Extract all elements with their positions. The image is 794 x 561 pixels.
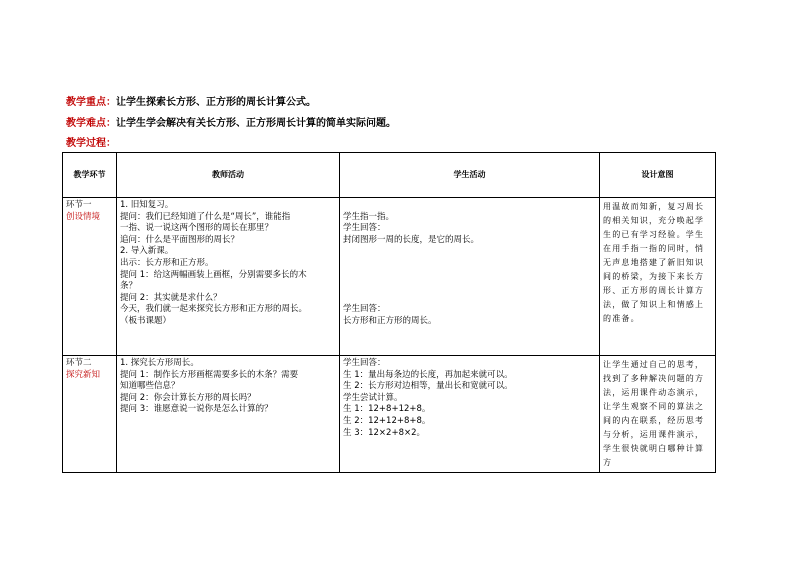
teacher-line: 提问 3：谁愿意说一说你是怎么计算的？ — [120, 404, 273, 415]
student-line: 学生回答： — [343, 223, 386, 234]
teacher-line: 提问 1：制作长方形画框需要多长的木条？需要 — [120, 369, 299, 380]
teacher-line: 出示：长方形和正方形。 — [120, 257, 214, 268]
teaching-focus-text: 让学生探索长方形、正方形的周长计算公式。 — [116, 97, 316, 108]
stage-number: 环节二 — [66, 358, 92, 368]
header-design-intent: 设计意图 — [600, 153, 716, 198]
student-line: 学生尝试计算。 — [343, 392, 403, 403]
student-line: 学生回答： — [343, 304, 386, 315]
teacher-activity-cell — [117, 198, 340, 356]
teacher-activity-cell — [117, 356, 340, 473]
stage-name: 探究新知 — [66, 369, 101, 380]
student-line: 长方形和正方形的周长。 — [343, 315, 437, 326]
design-intent-cell: 让学生通过自己的思考，找到了多种解决问题的方法，运用课件动态演示，让学生观察不同的算法之间的内在联系，经历思考与分析，运用课件演示，学生很快就明白哪种计算方 — [600, 356, 716, 473]
teaching-difficulty — [66, 114, 396, 129]
teacher-line: 追问：什么是平面图形的周长？ — [120, 234, 240, 245]
teacher-line: 2. 导入新课。 — [120, 246, 174, 257]
lesson-plan-table — [62, 152, 716, 473]
teaching-difficulty-label: 教学难点： — [66, 118, 116, 129]
student-line: 学生指一指。 — [343, 211, 395, 222]
design-intent-cell: 用温故而知新，复习周长的相关知识，充分唤起学生的已有学习经验。学生在用手指一指的同时，悄无声息地搭建了新旧知识间的桥梁，为接下来长方形、正方形的周长计算方法，做了知识上和情感上的准备。 — [600, 198, 716, 356]
teacher-line: 提问 2：你会计算长方形的周长吗？ — [120, 392, 256, 403]
teacher-line: 一指、说一说这两个图形的周长在那里？ — [120, 223, 274, 234]
table-header-row — [63, 153, 716, 198]
student-line: 生 1：12+8+12+8。 — [343, 404, 431, 415]
teacher-line: 提问 1：给这两幅画装上画框，分别需要多长的木 — [120, 269, 307, 280]
teacher-line: 提问：我们已经知道了什么是“周长”，谁能指 — [120, 211, 291, 222]
teacher-line: 知道哪些信息？ — [120, 381, 180, 392]
teaching-focus-label: 教学重点： — [66, 97, 116, 108]
table-row — [63, 198, 716, 356]
teacher-line: 提问 2：其实就是求什么？ — [120, 292, 222, 303]
stage-cell — [63, 356, 117, 473]
header-teacher-activity: 教师活动 — [117, 153, 340, 198]
table-row — [63, 356, 716, 473]
teaching-process-label: 教学过程： — [66, 138, 116, 149]
student-line: 生 2：长方形对边相等，量出长和宽就可以。 — [343, 381, 513, 392]
student-line: 生 2：12+12+8+8。 — [343, 415, 431, 426]
teacher-line: 条？ — [120, 281, 138, 292]
teacher-line: 1. 探究长方形周长。 — [120, 358, 199, 368]
student-line: 封闭图形一周的长度，是它的周长。 — [343, 234, 480, 245]
teacher-line: 1. 旧知复习。 — [120, 200, 174, 210]
student-activity-cell — [340, 198, 600, 356]
header-student-activity: 学生活动 — [340, 153, 600, 198]
teaching-focus — [66, 93, 316, 108]
teacher-line: 今天，我们就一起来探究长方形和正方形的周长。 — [120, 304, 308, 315]
teacher-line: （板书课题） — [120, 315, 172, 326]
header-stage: 教学环节 — [63, 153, 117, 198]
student-activity-cell — [340, 356, 600, 473]
student-line: 生 3：12×2+8×2。 — [343, 427, 426, 438]
teaching-process — [66, 134, 116, 149]
student-line: 学生回答： — [343, 358, 386, 368]
teaching-difficulty-text: 让学生学会解决有关长方形、正方形周长计算的简单实际问题。 — [116, 118, 396, 129]
stage-name: 创设情境 — [66, 211, 101, 222]
stage-cell — [63, 198, 117, 356]
student-line: 生 1：量出每条边的长度，再加起来就可以。 — [343, 369, 513, 380]
stage-number: 环节一 — [66, 200, 92, 210]
